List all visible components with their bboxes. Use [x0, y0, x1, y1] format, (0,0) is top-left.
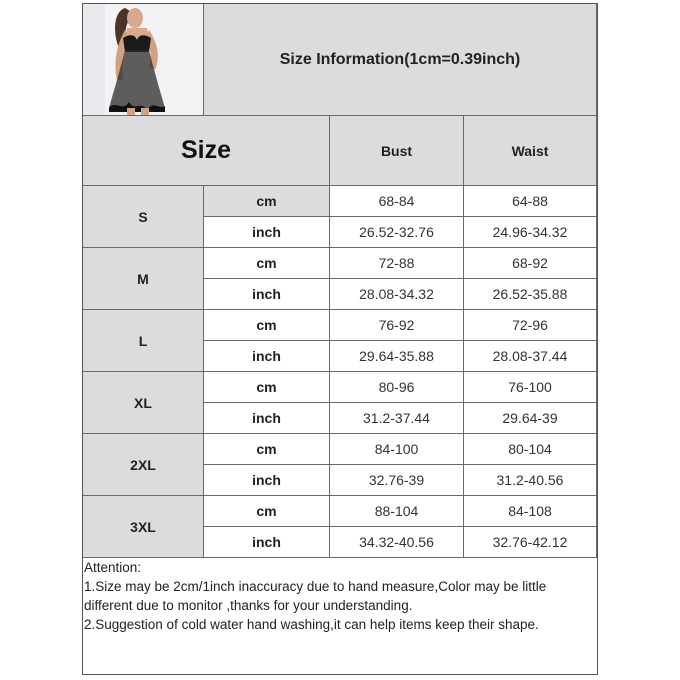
waist-cm-cell [464, 496, 597, 527]
waist-cm-cell [464, 248, 597, 279]
unit-cell [204, 403, 330, 434]
unit-cm: cm [256, 503, 277, 519]
unit-cell [204, 279, 330, 310]
waist-inch-cell [464, 341, 597, 372]
unit-cell [204, 372, 330, 403]
waist-inch-value: 29.64-39 [502, 410, 558, 426]
waist-cm-value: 72-96 [512, 317, 548, 333]
waist-inch-value: 28.08-37.44 [492, 348, 568, 364]
waist-cm-cell [464, 372, 597, 403]
unit-cell [204, 186, 330, 217]
bust-cm-cell [330, 496, 464, 527]
note-line: 2.Suggestion of cold water hand washing,it can help items keep their shape. [84, 617, 539, 632]
unit-inch: inch [252, 472, 281, 488]
unit-cell [204, 310, 330, 341]
bust-inch-cell [330, 279, 464, 310]
waist-cm-value: 76-100 [508, 379, 552, 395]
product-photo [83, 4, 204, 116]
bust-cm-value: 68-84 [378, 193, 415, 209]
note-line: 1.Size may be 2cm/1inch inaccuracy due to hand measure,Color may be little [84, 579, 547, 594]
waist-cm-cell [464, 310, 597, 341]
size-label: 2XL [130, 456, 156, 473]
bust-header: Bust [380, 142, 413, 159]
size-chart [82, 3, 598, 675]
bust-inch-value: 34.32-40.56 [359, 534, 434, 550]
bust-cm-value: 76-92 [378, 317, 415, 333]
unit-cell [204, 434, 330, 465]
unit-cm: cm [256, 379, 277, 395]
unit-cm: cm [256, 441, 277, 457]
bust-cm-cell [330, 310, 464, 341]
bust-inch-cell [330, 403, 464, 434]
size-cell-3xl [83, 496, 204, 558]
waist-cm-value: 68-92 [512, 255, 548, 271]
bust-cm-value: 84-100 [374, 441, 419, 457]
bust-inch-cell [330, 465, 464, 496]
bust-inch-cell [330, 341, 464, 372]
size-label: M [137, 270, 149, 287]
bust-cm-cell [330, 186, 464, 217]
unit-cell [204, 527, 330, 558]
waist-inch-cell [464, 403, 597, 434]
unit-cell [204, 248, 330, 279]
waist-inch-value: 24.96-34.32 [492, 224, 568, 240]
size-heading: Size [180, 136, 232, 164]
unit-cell [204, 496, 330, 527]
bust-cm-cell [330, 372, 464, 403]
unit-cell [204, 341, 330, 372]
unit-cell [204, 217, 330, 248]
unit-inch: inch [252, 348, 281, 364]
bust-cm-cell [330, 434, 464, 465]
waist-inch-value: 32.76-42.12 [492, 534, 568, 550]
size-label: L [138, 332, 148, 349]
waist-inch-cell [464, 279, 597, 310]
waist-inch-value: 26.52-35.88 [492, 286, 568, 302]
bust-inch-value: 29.64-35.88 [359, 348, 434, 364]
waist-cm-cell [464, 434, 597, 465]
size-cell-2xl [83, 434, 204, 496]
model-illustration [83, 4, 204, 116]
unit-inch: inch [252, 534, 281, 550]
note-line: different due to monitor ,thanks for your understanding. [84, 598, 413, 613]
size-label: S [138, 208, 148, 225]
attention-notes [84, 558, 596, 634]
size-cell-m [83, 248, 204, 310]
unit-cell [204, 465, 330, 496]
waist-inch-value: 31.2-40.56 [496, 472, 564, 488]
bust-inch-value: 32.76-39 [368, 472, 425, 488]
bust-inch-cell [330, 217, 464, 248]
waist-inch-cell [464, 465, 597, 496]
unit-cm: cm [256, 255, 277, 271]
size-label: XL [134, 394, 152, 411]
page-title: Size Information(1cm=0.39inch) [279, 50, 521, 68]
bust-cm-value: 72-88 [378, 255, 415, 271]
unit-cm: cm [256, 317, 277, 333]
unit-inch: inch [252, 286, 281, 302]
waist-inch-cell [464, 527, 597, 558]
size-information-header [204, 4, 597, 116]
bust-header-cell [330, 116, 464, 186]
bust-cm-cell [330, 248, 464, 279]
size-label: 3XL [130, 518, 156, 535]
bust-inch-value: 28.08-34.32 [359, 286, 434, 302]
waist-cm-value: 64-88 [512, 193, 548, 209]
size-heading-cell [83, 116, 330, 186]
bust-cm-value: 80-96 [378, 379, 415, 395]
unit-cm: cm [256, 193, 277, 209]
notes-heading: Attention: [84, 560, 142, 575]
unit-inch: inch [252, 410, 281, 426]
bust-inch-cell [330, 527, 464, 558]
waist-inch-cell [464, 217, 597, 248]
waist-header-cell [464, 116, 597, 186]
size-cell-s [83, 186, 204, 248]
waist-cm-value: 84-108 [508, 503, 552, 519]
waist-cm-cell [464, 186, 597, 217]
size-cell-l [83, 310, 204, 372]
bust-inch-value: 26.52-32.76 [359, 224, 434, 240]
bust-inch-value: 31.2-37.44 [363, 410, 430, 426]
waist-header: Waist [511, 142, 549, 159]
size-cell-xl [83, 372, 204, 434]
waist-cm-value: 80-104 [508, 441, 552, 457]
unit-inch: inch [252, 224, 281, 240]
bust-cm-value: 88-104 [374, 503, 419, 519]
